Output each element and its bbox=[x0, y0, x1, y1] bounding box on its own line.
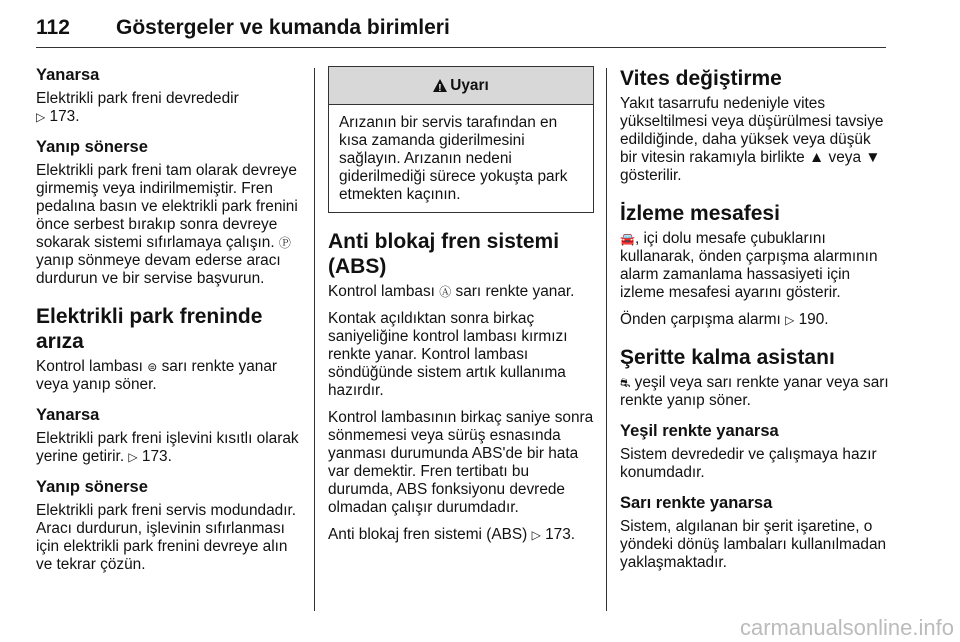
heading-lane-keep: Şeritte kalma asistanı bbox=[620, 346, 835, 369]
heading-following-distance: İzleme mesafesi bbox=[620, 202, 780, 225]
watermark: carmanualsonline.info bbox=[739, 615, 954, 640]
brake-fault-icon: ⊜ bbox=[147, 360, 158, 374]
paragraph-abs-4: Anti blokaj fren sistemi (ABS) ▷ 173. bbox=[328, 526, 576, 543]
heading-abs: Anti blokaj fren sistemi (ABS) bbox=[328, 230, 560, 278]
page-ref-icon: ▷ bbox=[128, 450, 138, 464]
paragraph-flashing: Elektrikli park freni tam olarak devreye girmemiş veya indirilmemiştir. Fren pedalına basın ve elektrikli park frenini önce serbest bırakıp sonra devreye sokarak sistemi sıfırlamaya çalışın. Ⓟ yanıp sönmeye devam ederse aracı durdurun ve bir servise başvurun. bbox=[36, 162, 298, 287]
paragraph-lane-keep: ⛐ yeşil veya sarı renkte yanar veya sarı renkte yanıp söner. bbox=[620, 374, 889, 409]
paragraph-collision-alert: Önden çarpışma alarmı ▷ 190. bbox=[620, 311, 829, 328]
column-3 bbox=[620, 62, 890, 581]
page-ref-link[interactable]: 173. bbox=[545, 526, 576, 543]
column-divider-1 bbox=[314, 68, 315, 611]
page-ref-icon: ▷ bbox=[531, 528, 541, 542]
header-divider bbox=[36, 47, 886, 48]
warning-triangle-icon bbox=[433, 79, 447, 92]
heading-yellow: Sarı renkte yanarsa bbox=[620, 494, 773, 512]
page-ref-link[interactable]: 190. bbox=[798, 311, 829, 328]
lane-keep-icon: ⛐ bbox=[620, 376, 631, 390]
page-number: 112 bbox=[36, 16, 70, 39]
page-ref-link[interactable]: 173. bbox=[141, 448, 172, 465]
paragraph-abs-2: Kontak açıldıktan sonra birkaç saniyeliğine kontrol lambası kırmızı renkte yanar. Kontrol lambası söndüğünde sistem artık kullanıma hazırdır. bbox=[328, 310, 568, 399]
heading-green: Yeşil renkte yanarsa bbox=[620, 422, 779, 440]
page-ref-icon: ▷ bbox=[785, 313, 795, 327]
paragraph-lit-2: Elektrikli park freni işlevini kısıtlı olarak yerine getirir. ▷ 173. bbox=[36, 430, 299, 465]
heading-gear-shift: Vites değiştirme bbox=[620, 67, 782, 90]
warning-box bbox=[328, 66, 594, 213]
column-1 bbox=[36, 62, 304, 583]
vehicle-ahead-icon: 🚘 bbox=[620, 232, 635, 246]
abs-icon: Ⓐ bbox=[439, 285, 452, 299]
paragraph-parking-brake-fault: Kontrol lambası ⊜ sarı renkte yanar veya yanıp söner. bbox=[36, 358, 278, 393]
paragraph-abs-1: Kontrol lambası Ⓐ sarı renkte yanar. bbox=[328, 283, 575, 300]
page-ref-icon: ▷ bbox=[36, 110, 46, 124]
warning-header bbox=[329, 67, 593, 105]
column-divider-2 bbox=[606, 68, 607, 611]
paragraph-gear-shift: Yakıt tasarrufu nedeniyle vites yükseltilmesi veya düşürülmesi tavsiye edildiğinde, daha yüksek veya düşük bir vitesin rakamıyla birlikte ▲ veya ▼ gösterilir. bbox=[620, 95, 884, 184]
warning-body: Arızanın bir servis tarafından en kısa zamanda giderilmesini sağlayın. Arızanın nedeni giderilmediği sürece yokuşta park etmekten kaçının. bbox=[339, 114, 568, 203]
paragraph-green: Sistem devrededir ve çalışmaya hazır konumdadır. bbox=[620, 446, 877, 481]
heading-lit-2: Yanarsa bbox=[36, 406, 100, 424]
heading-flashing-2: Yanıp sönerse bbox=[36, 478, 148, 496]
paragraph-flashing-2: Elektrikli park freni servis modundadır. Aracı durdurun, işlevinin sıfırlanması için elektrikli park frenini devreye alın ve tekrar çözün. bbox=[36, 502, 297, 573]
paragraph-following-distance: 🚘, içi dolu mesafe çubuklarını kullanarak, önden çarpışma alarmının alarm zamanlama hassasiyeti için izleme mesafesi ayarını gösterir. bbox=[620, 230, 878, 301]
page-header bbox=[36, 12, 886, 42]
heading-parking-brake-fault: Elektrikli park freninde arıza bbox=[36, 305, 263, 353]
warning-title: Uyarı bbox=[450, 76, 489, 94]
page-title: Göstergeler ve kumanda birimleri bbox=[116, 16, 450, 39]
column-2 bbox=[328, 62, 594, 553]
heading-lit: Yanarsa bbox=[36, 66, 100, 84]
paragraph-lit: Elektrikli park freni devrededir ▷ 173. bbox=[36, 90, 239, 125]
paragraph-yellow: Sistem, algılanan bir şerit işaretine, o yöndeki dönüş lambaları kullanılmadan yaklaşmaktadır. bbox=[620, 518, 887, 571]
heading-flashing: Yanıp sönerse bbox=[36, 138, 148, 156]
parking-brake-icon: Ⓟ bbox=[278, 236, 291, 250]
page-ref-link[interactable]: 173. bbox=[49, 108, 80, 125]
paragraph-abs-3: Kontrol lambasının birkaç saniye sonra sönmemesi veya sürüş esnasında yanması durumunda ABS'de bir hata var demektir. Fren tertibatı bu durumda, ABS fonksiyonu devrede olmadan çalışır durumdadır. bbox=[328, 409, 594, 516]
